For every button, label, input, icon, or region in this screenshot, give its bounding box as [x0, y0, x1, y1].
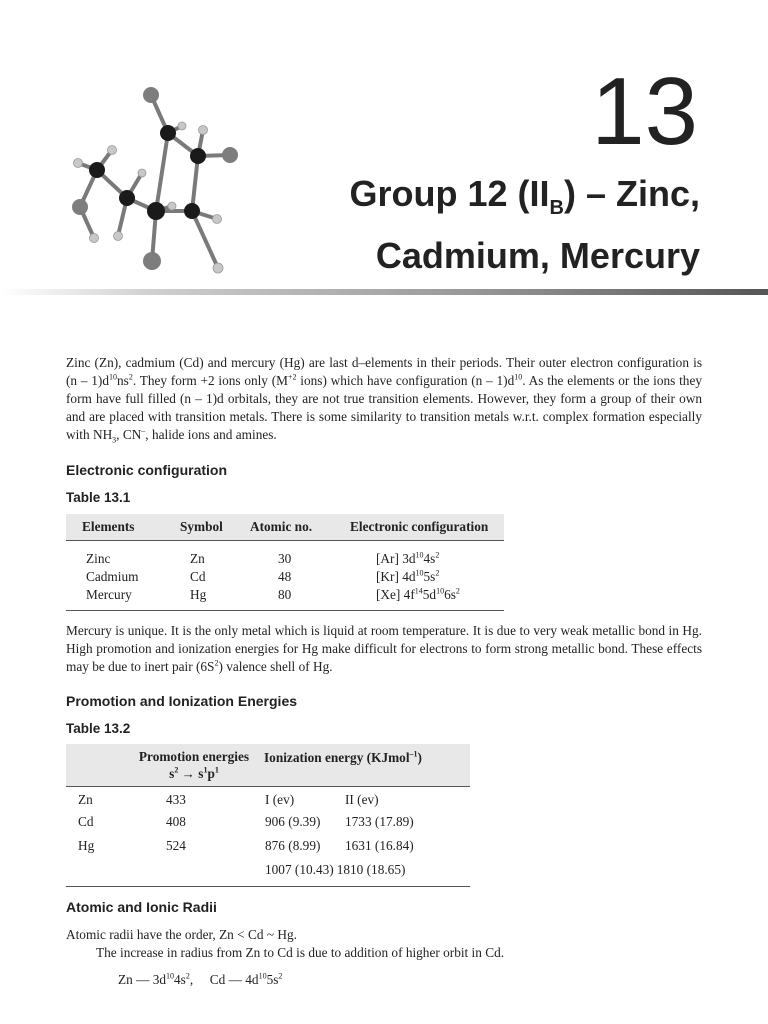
promotion-transition-text: s	[169, 765, 175, 781]
chapter-title	[280, 170, 700, 280]
intro-sup: 2	[128, 372, 133, 382]
intro-text: . They form +2 ions only (M	[132, 373, 288, 388]
mercury-text: Mercury is unique. It is the only metal which is liquid at room temperature. It is due to very weak metallic bond in Hg. High promotion and ionization energies for Hg make difficult for electrons to form strong metallic bond. These effects may be due to inert pair (6S	[66, 623, 702, 674]
ionization-header-text: Ionization energy (KJmol	[264, 750, 410, 765]
second-ionization-value: 1631 (16.84)	[345, 838, 414, 853]
table-header-row	[66, 514, 504, 540]
configuration-sup: 2	[435, 550, 440, 560]
equation-sup: 2	[185, 971, 190, 981]
element-cell: Hg	[78, 838, 95, 853]
electronic-configuration-cell	[350, 540, 504, 568]
promotion-energy-cell: 433	[166, 791, 186, 807]
intro-sup: –	[141, 426, 146, 436]
promotion-energy-cell: 524	[166, 838, 186, 853]
table-row	[66, 586, 504, 604]
header-divider	[0, 289, 768, 295]
equation-sup: 10	[258, 971, 267, 981]
table-cell: Zinc	[86, 550, 111, 566]
table-row	[66, 858, 470, 882]
section-heading-promotion-ionization: Promotion and Ionization Energies	[66, 693, 298, 709]
first-ionization-value: 876 (8.99)	[265, 838, 321, 853]
table-header-cell: Electronic configuration	[350, 514, 504, 540]
table-row	[66, 540, 504, 568]
zn-cd-configuration-equation	[118, 972, 282, 988]
configuration-text: 6s	[444, 587, 456, 602]
chapter-title-line2: Cadmium, Mercury	[375, 235, 700, 277]
ionization-energy-cell	[264, 834, 470, 858]
ionization-header-sup: –1	[409, 749, 418, 759]
table-cell: Hg	[190, 587, 207, 602]
element-cell: Cd	[78, 814, 94, 829]
promotion-transition-text: → s	[178, 765, 204, 781]
configuration-text: 5s	[423, 569, 436, 584]
electronic-configuration-cell	[350, 586, 504, 604]
table-header-cell: Atomic no.	[250, 514, 350, 540]
table-cell: Mercury	[86, 587, 132, 602]
table-label-13-2: Table 13.2	[66, 721, 131, 736]
table-13-1	[66, 514, 504, 611]
configuration-text: 4s	[423, 550, 436, 566]
chapter-title-part1: Group 12 (II	[349, 173, 550, 214]
table-cell: Cd	[190, 569, 206, 584]
table-13-2	[66, 744, 470, 887]
intro-text: ions) which have configuration (n – 1)d	[296, 373, 515, 388]
table-row	[66, 834, 470, 858]
intro-sup: 10	[514, 372, 523, 382]
promotion-transition-sup: 1	[214, 765, 219, 775]
equation-text: Cd — 4d	[193, 972, 259, 987]
promotion-transition-sup: 1	[203, 765, 208, 775]
configuration-text: [Xe] 4f	[376, 587, 415, 602]
configuration-text: [Ar] 3d	[376, 550, 416, 566]
table-cell: 80	[278, 587, 292, 602]
intro-sub: 3	[112, 435, 117, 445]
configuration-sup: 2	[435, 568, 440, 578]
ionization-energy-cell	[264, 810, 470, 834]
configuration-sup: 2	[455, 586, 460, 596]
element-cell	[66, 858, 124, 882]
configuration-sup: 10	[415, 568, 424, 578]
configuration-text: [Kr] 4d	[376, 569, 416, 584]
intro-text: ns	[117, 373, 129, 388]
intro-text: . As the elements or the ions they form have full filled (n – 1)d orbitals, they are not true transition elements. However, they form a group of their own and are placed with transition metals. There is some similarity to transition metals w.r.t. complex formation especially with NH	[66, 373, 702, 442]
ionization-header-text: )	[417, 750, 422, 765]
first-ionization-value: 906 (9.39)	[265, 814, 321, 829]
section-heading-electronic-configuration: Electronic configuration	[66, 462, 228, 478]
equation-text: ,	[189, 972, 194, 987]
intro-sup: +2	[288, 372, 297, 382]
equation-text: 5s	[266, 972, 279, 987]
equation-sup: 2	[278, 971, 283, 981]
table-row	[66, 786, 470, 810]
intro-sup: 10	[109, 372, 118, 382]
second-ionization-value: II (ev)	[345, 791, 379, 807]
table-row	[66, 568, 504, 586]
section-heading-atomic-ionic-radii: Atomic and Ionic Radii	[66, 899, 217, 915]
radii-increase-text: The increase in radius from Zn to Cd is due to addition of higher orbit in Cd.	[96, 945, 505, 960]
radii-order-text: Atomic radii have the order, Zn < Cd ~ Hg.	[66, 927, 297, 942]
promotion-transition-text: p	[207, 765, 215, 781]
table-header-cell: Elements	[66, 514, 180, 540]
second-ionization-value: 1810 (18.65)	[336, 862, 406, 877]
configuration-sup: 10	[415, 550, 424, 560]
table-header-row	[66, 744, 470, 786]
chapter-number: 13	[591, 58, 698, 165]
equation-text: 4s	[174, 972, 186, 987]
mercury-paragraph	[66, 622, 702, 676]
element-cell: Zn	[78, 791, 93, 807]
intro-text: Zinc (Zn), cadmium (Cd) and mercury (Hg) are last d–elements in their periods. Their outer electron configuration is (n – 1)d	[66, 355, 702, 388]
ionization-energy-label	[264, 750, 422, 765]
intro-text: , CN	[116, 427, 142, 442]
ionization-energy-cell	[264, 858, 470, 882]
ionization-energy-cell	[264, 786, 470, 810]
molecule-illustration	[62, 78, 262, 278]
equation-text: Zn — 3d	[118, 972, 167, 987]
table-cell: 30	[278, 550, 292, 566]
chapter-title-subscript: B	[549, 197, 564, 220]
intro-paragraph	[66, 354, 702, 444]
table-cell: Zn	[190, 550, 205, 566]
first-ionization-value: 1007 (10.43)	[265, 862, 334, 877]
promotion-energy-cell	[124, 858, 264, 882]
table-row	[66, 810, 470, 834]
mercury-sup: 2	[214, 658, 219, 668]
promotion-energies-label: Promotion energies	[138, 748, 250, 764]
table-cell: Cadmium	[86, 569, 139, 584]
table-label-13-1: Table 13.1	[66, 490, 131, 505]
table-header-cell: Symbol	[180, 514, 250, 540]
chapter-title-part2: ) – Zinc,	[563, 173, 700, 214]
equation-sup: 10	[166, 971, 175, 981]
table-cell: 48	[278, 569, 292, 584]
first-ionization-value: I (ev)	[265, 791, 295, 807]
electronic-configuration-cell	[350, 568, 504, 586]
configuration-sup: 14	[414, 586, 423, 596]
configuration-text: 5d	[422, 587, 437, 602]
promotion-energy-cell: 408	[166, 814, 186, 829]
second-ionization-value: 1733 (17.89)	[345, 814, 414, 829]
mercury-text: ) valence shell of Hg.	[218, 659, 333, 674]
ionization-energy-header	[264, 744, 470, 786]
configuration-sup: 10	[436, 586, 445, 596]
promotion-transition-label	[169, 766, 219, 781]
promotion-energies-header	[124, 744, 264, 786]
intro-text: , halide ions and amines.	[145, 427, 277, 442]
promotion-transition-sup: 2	[174, 765, 179, 775]
